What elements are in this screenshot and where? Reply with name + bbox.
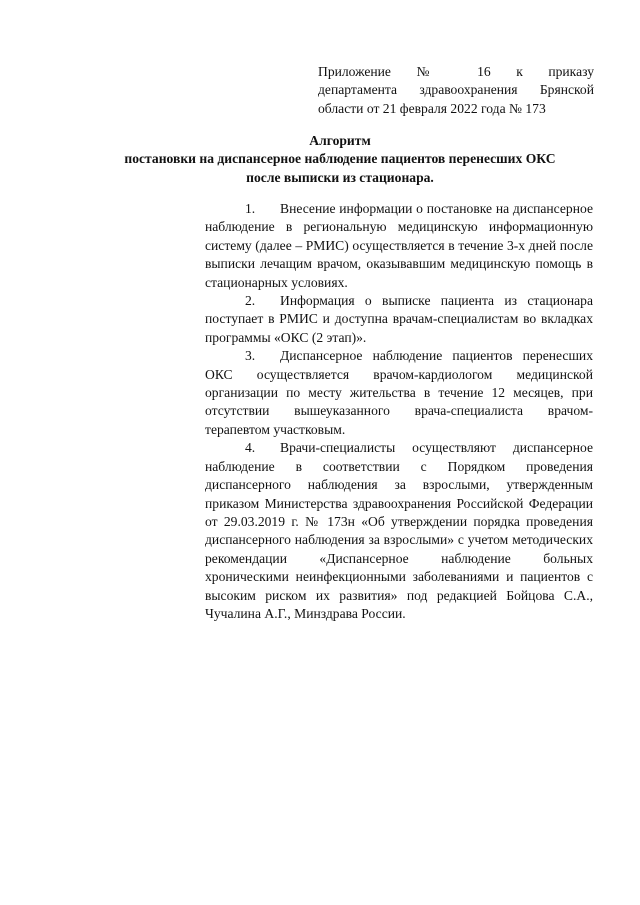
title-line-3: после выписки из стационара. <box>246 169 434 185</box>
item-number: 3. <box>245 348 256 364</box>
item-text: Информация о выписке пациента из стационара поступает в РМИС и доступна врачам-специалистам во вкладках программы «ОКС (2 этап)». <box>205 293 593 345</box>
appendix-line-3: области от 21 февраля 2022 года № 173 <box>318 100 546 116</box>
algorithm-item-4 <box>205 439 593 623</box>
item-number: 4. <box>245 440 256 456</box>
algorithm-item-1 <box>205 200 593 292</box>
item-text: Диспансерное наблюдение пациентов перенесших ОКС осуществляется врачом-кардиологом медицинской организации по месту жительства в течение 12 месяцев, при отсутствии вышеуказанного врача-специалиста врачом-терапевтом участковым. <box>205 348 593 437</box>
algorithm-item-2 <box>205 292 593 347</box>
item-number: 1. <box>245 201 256 216</box>
item-text: Врачи-специалисты осуществляют диспансерное наблюдение в соответствии с Порядком проведения диспансерного наблюдения за взрослыми, утвержденным приказом Министерства здравоохранения Российской Федерации от 29.03.2019 г. № 173н «Об утверждении порядка проведения диспансерного наблюдения за взрослыми» с учетом методических рекомендации «Диспансерное наблюдение больных хроническими неинфекционными заболеваниями и пациентов с высоким риском их развития» под редакцией Бойцова С.А., Чучалина А.Г., Минздрава России. <box>205 440 593 621</box>
title-line-2: постановки на диспансерное наблюдение пациентов перенесших ОКС <box>124 151 556 167</box>
item-number: 2. <box>245 293 256 309</box>
document-title <box>90 132 590 187</box>
algorithm-body <box>205 200 593 623</box>
appendix-header <box>318 63 594 118</box>
appendix-line-1: Приложение № 16 к приказу <box>318 64 594 79</box>
item-text: Внесение информации о постановке на диспансерное наблюдение в региональную медицинскую информационную систему (далее – РМИС) осуществляется в течение 3-х дней после выписки лечащим врачом, оказывавшим медицинскую помощь в стационарных условиях. <box>205 201 593 290</box>
title-line-1: Алгоритм <box>309 133 371 148</box>
algorithm-item-3 <box>205 347 593 439</box>
appendix-line-2: департамента здравоохранения Брянской <box>318 82 594 98</box>
